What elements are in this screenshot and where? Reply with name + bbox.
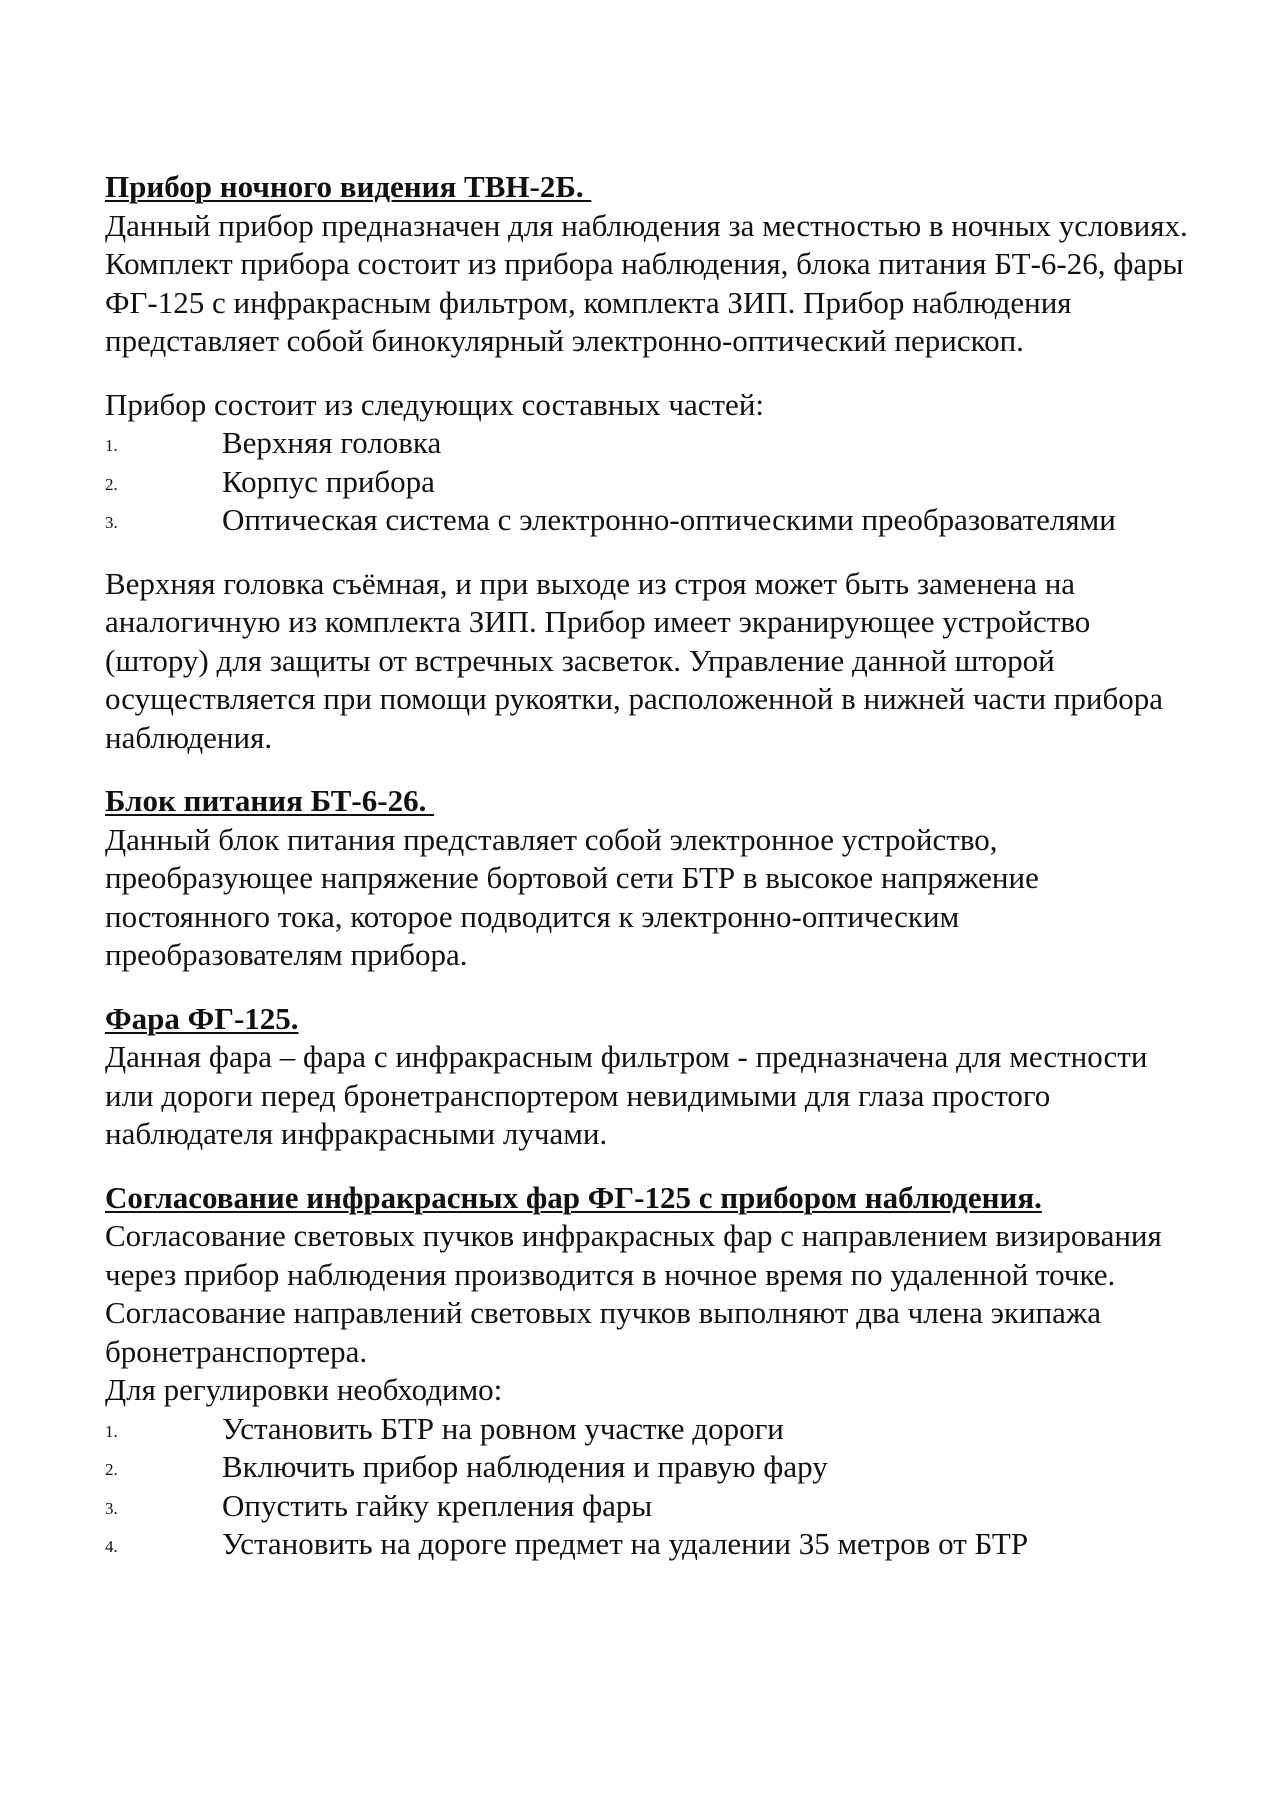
list-item-number: 1. (105, 1421, 118, 1441)
section-heading-headlight: Фара ФГ-125. (105, 1000, 299, 1036)
list-item-text: Верхняя головка (222, 425, 442, 460)
components-list-intro: Прибор состоит из следующих составных частей: (105, 386, 765, 422)
list-item (105, 1487, 1195, 1526)
list-item-text: Опустить гайку крепления фары (222, 1487, 653, 1523)
list-item-text: Корпус прибора (222, 463, 435, 499)
section-heading-power-unit: Блок питания БТ-6-26. (105, 783, 435, 818)
list-item (105, 501, 1195, 540)
list-item (105, 463, 1195, 502)
list-item-number: 3. (105, 513, 118, 532)
upper-head-description: Верхняя головка съёмная, и при выходе из строя может быть заменена на аналогичную из комплекта ЗИП. Прибор имеет экранирующее устройство (штору) для защиты от встречных засветок. Управление данной шторой осуществляется при помощи рукоятки, расположенной в нижней части прибора наблюдения. (105, 565, 1164, 755)
list-item (105, 424, 1195, 463)
list-item-text: Установить БТР на ровном участке дороги (222, 1410, 784, 1446)
list-item (105, 1448, 1195, 1487)
list-item (105, 1410, 1195, 1449)
list-item-number: 2. (105, 1460, 118, 1479)
night-vision-description: Данный прибор предназначен для наблюдения за местностью в ночных условиях. Комплект прибора состоит из прибора наблюдения, блока питания БТ-6-26, фары ФГ-125 с инфракрасным фильтром, комплекта ЗИП. Прибор наблюдения представляет собой бинокулярный электронно-оптический перископ. (105, 207, 1188, 358)
section-heading-night-vision: Прибор ночного видения ТВН-2Б. (105, 169, 592, 204)
section-heading-alignment: Согласование инфракрасных фар ФГ-125 с прибором наблюдения. (105, 1179, 1042, 1215)
list-item-text: Оптическая система с электронно-оптическими преобразователями (222, 502, 1116, 537)
power-unit-description: Данный блок питания представляет собой электронное устройство, преобразующее напряжение бортовой сети БТР в высокое напряжение постоянного тока, которое подводится к электронно-оптическим преобразователям прибора. (105, 821, 1039, 972)
adjustment-list-intro: Для регулировки необходимо: (105, 1372, 503, 1407)
headlight-description: Данная фара – фара с инфракрасным фильтром - предназначена для местности или дороги перед бронетранспортером невидимыми для глаза простого наблюдателя инфракрасными лучами. (105, 1039, 1148, 1151)
document-page (105, 168, 1195, 1564)
list-item-text: Установить на дороге предмет на удалении 35 метров от БТР (222, 1526, 1029, 1561)
list-item-number: 4. (105, 1537, 118, 1556)
list-item-text: Включить прибор наблюдения и правую фару (222, 1449, 828, 1484)
list-item-number: 2. (105, 474, 118, 494)
list-item (105, 1525, 1195, 1564)
alignment-description: Согласование световых пучков инфракрасных фар с направлением визирования через прибор наблюдения производится в ночное время по удаленной точке. Согласование направлений световых пучков выполняют два члена экипажа бронетранспортера. (105, 1218, 1162, 1369)
list-item-number: 3. (105, 1498, 118, 1518)
list-item-number: 1. (105, 436, 118, 455)
